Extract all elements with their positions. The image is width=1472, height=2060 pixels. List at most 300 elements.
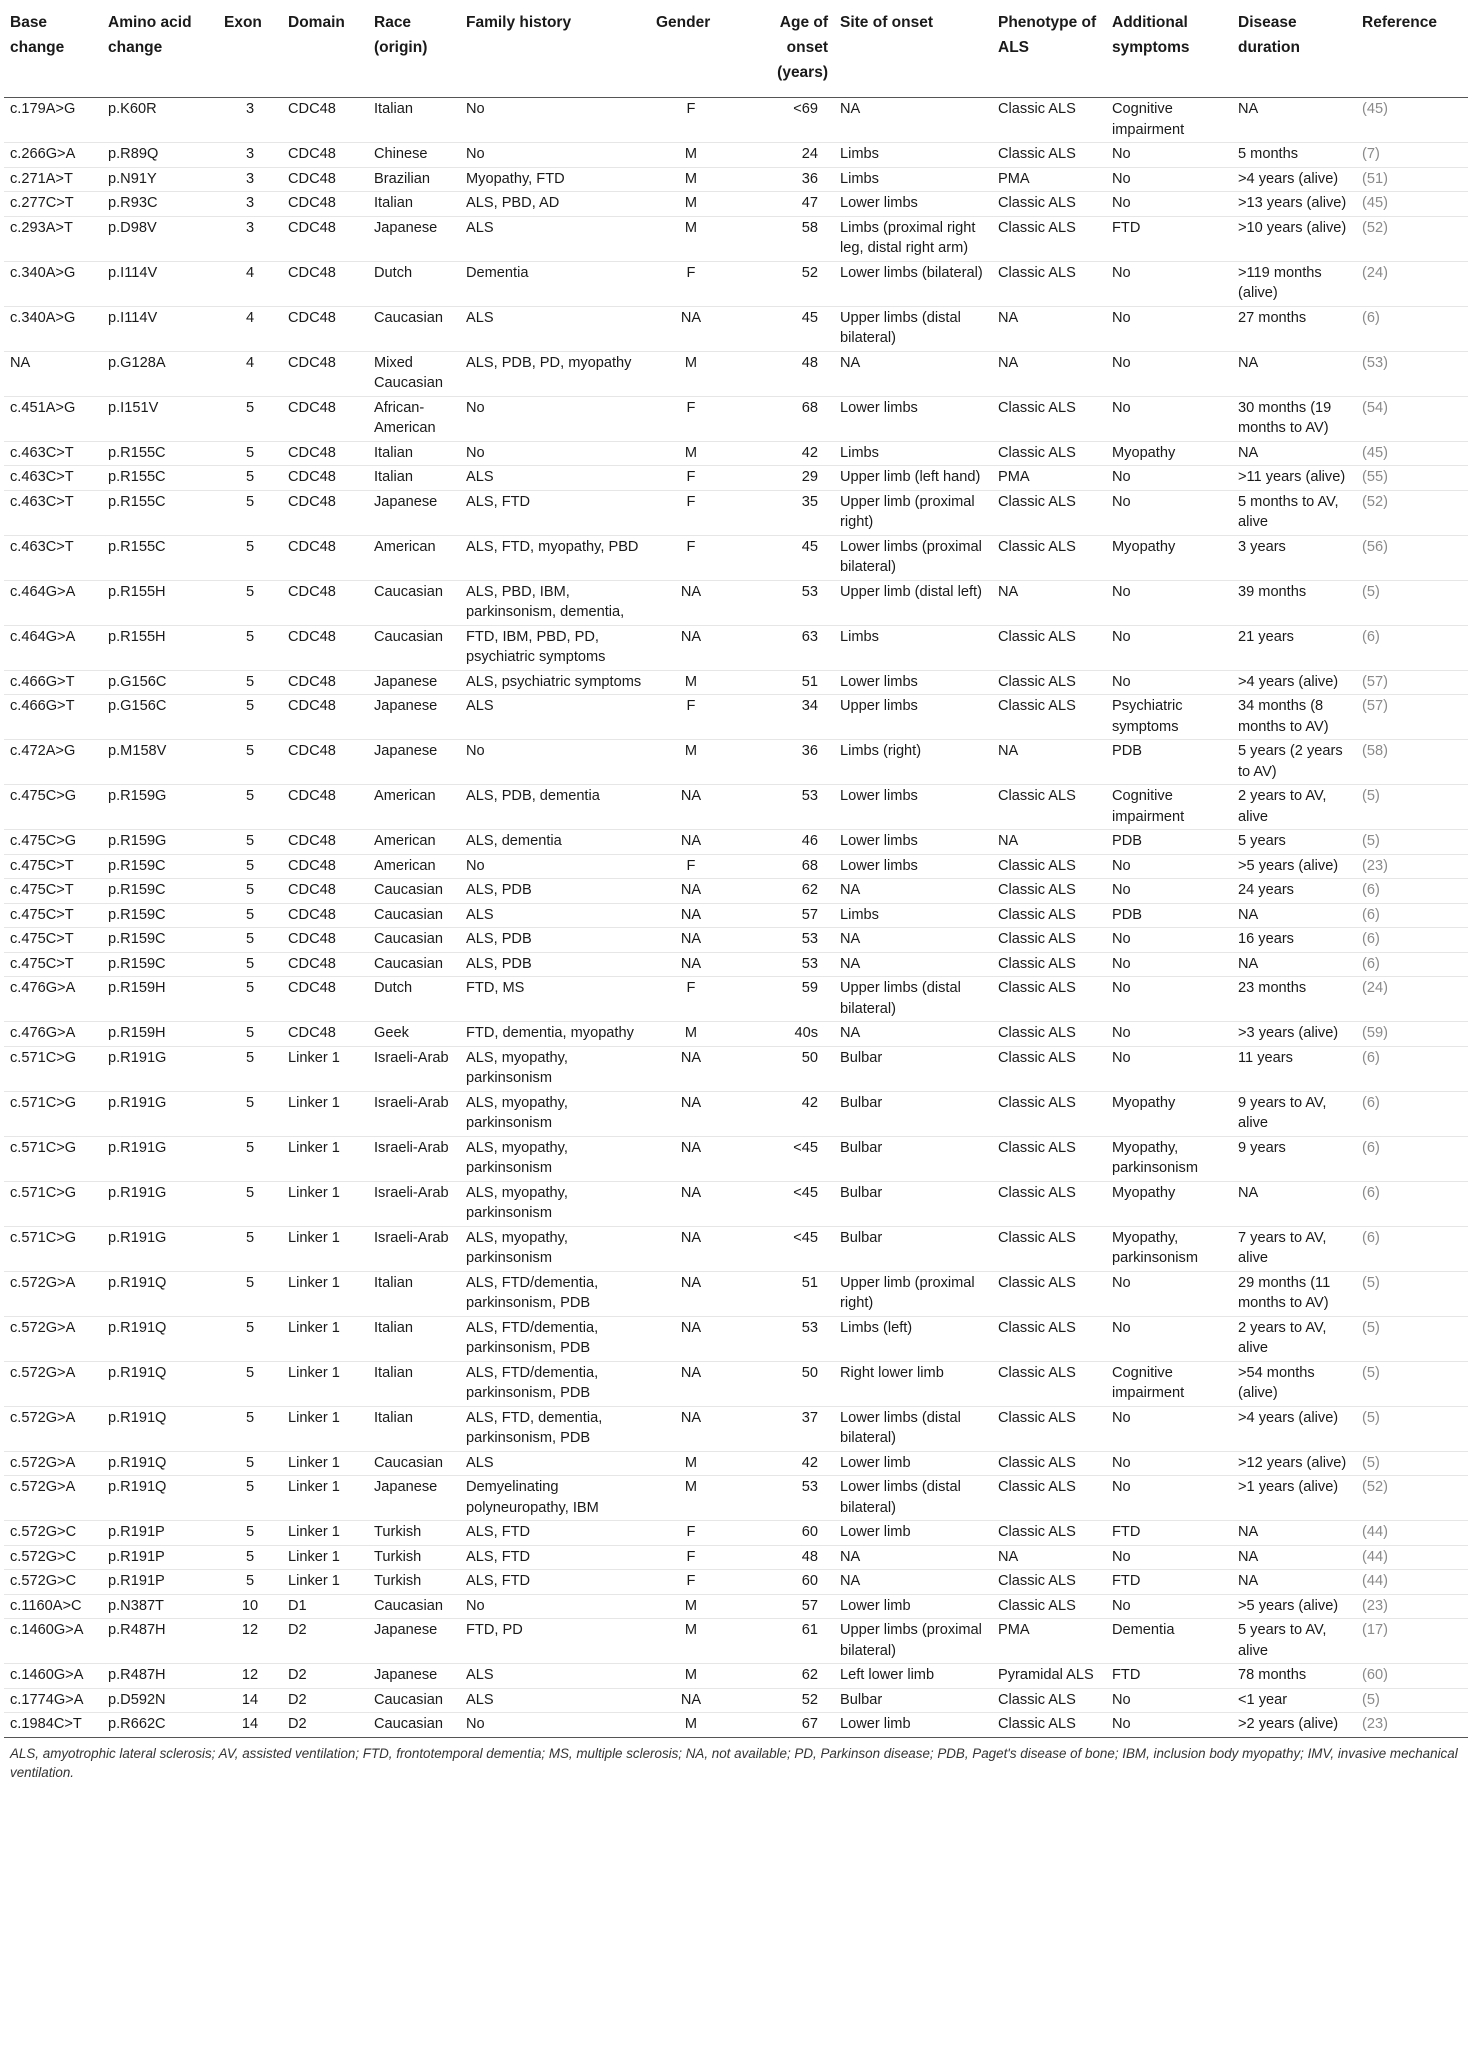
race-cell: Italian [368, 441, 460, 466]
phenotype-cell: Classic ALS [992, 1271, 1106, 1316]
gender-cell: F [650, 695, 732, 740]
gender-cell: M [650, 167, 732, 192]
table-row [4, 1545, 1468, 1570]
age-onset-cell: 42 [732, 441, 834, 466]
gender-cell: M [650, 143, 732, 168]
family-history-cell: ALS [460, 695, 650, 740]
age-onset-cell: 36 [732, 740, 834, 785]
family-history-cell: ALS [460, 903, 650, 928]
phenotype-cell: Classic ALS [992, 1361, 1106, 1406]
family-history-cell: No [460, 396, 650, 441]
additional-symptoms-cell: Myopathy [1106, 441, 1232, 466]
race-cell: Japanese [368, 216, 460, 261]
reference-cell[interactable]: (5) [1356, 1451, 1468, 1476]
additional-symptoms-cell: No [1106, 396, 1232, 441]
additional-symptoms-cell: No [1106, 143, 1232, 168]
reference-cell[interactable]: (6) [1356, 928, 1468, 953]
phenotype-cell: Classic ALS [992, 535, 1106, 580]
exon-cell: 5 [218, 1521, 282, 1546]
additional-symptoms-cell: No [1106, 1271, 1232, 1316]
family-history-cell: No [460, 441, 650, 466]
additional-symptoms-cell: No [1106, 1022, 1232, 1047]
disease-duration-cell: >13 years (alive) [1232, 192, 1356, 217]
age-onset-cell: 53 [732, 580, 834, 625]
disease-duration-cell: 23 months [1232, 977, 1356, 1022]
site-onset-cell: Lower limbs [834, 830, 992, 855]
phenotype-cell: Classic ALS [992, 192, 1106, 217]
disease-duration-cell: 9 years to AV, alive [1232, 1091, 1356, 1136]
race-cell: Japanese [368, 670, 460, 695]
reference-cell[interactable]: (6) [1356, 306, 1468, 351]
additional-symptoms-cell: No [1106, 580, 1232, 625]
race-cell: Italian [368, 466, 460, 491]
table-row [4, 1361, 1468, 1406]
reference-cell[interactable]: (44) [1356, 1570, 1468, 1595]
gender-cell: NA [650, 1688, 732, 1713]
family-history-cell: No [460, 1594, 650, 1619]
disease-duration-cell: 78 months [1232, 1664, 1356, 1689]
exon-cell: 5 [218, 1316, 282, 1361]
domain-cell: CDC48 [282, 879, 368, 904]
base-change-cell: c.1984C>T [10, 1716, 82, 1732]
amino-acid-cell: p.R159G [102, 830, 218, 855]
table-row [4, 740, 1468, 785]
table-row [4, 396, 1468, 441]
family-history-cell: No [460, 854, 650, 879]
table-row [4, 1046, 1468, 1091]
reference-cell[interactable]: (5) [1356, 1271, 1468, 1316]
site-onset-cell: NA [834, 351, 992, 396]
site-onset-cell: Upper limbs (proximal bilateral) [834, 1619, 992, 1664]
exon-cell: 5 [218, 1091, 282, 1136]
site-onset-cell: Limbs (left) [834, 1316, 992, 1361]
domain-cell: Linker 1 [282, 1521, 368, 1546]
domain-cell: CDC48 [282, 903, 368, 928]
table-row [4, 1226, 1468, 1271]
exon-cell: 3 [218, 192, 282, 217]
reference-cell[interactable]: (6) [1356, 1136, 1468, 1181]
base-change-cell: c.572G>A [4, 1361, 102, 1406]
gender-cell: F [650, 854, 732, 879]
table-row [4, 1594, 1468, 1619]
gender-cell: M [650, 1664, 732, 1689]
race-cell: Japanese [368, 1476, 460, 1521]
base-change-cell: c.271A>T [4, 167, 102, 192]
reference-cell[interactable]: (7) [1356, 143, 1468, 168]
table-body [4, 98, 1468, 1737]
disease-duration-cell: 34 months (8 months to AV) [1232, 695, 1356, 740]
amino-acid-cell: p.N387T [102, 1594, 218, 1619]
race-cell: African-American [368, 396, 460, 441]
col-header: Base change [4, 0, 102, 98]
exon-cell: 5 [218, 1406, 282, 1451]
table-row [4, 830, 1468, 855]
family-history-cell: FTD, IBM, PBD, PD, psychiatric symptoms [460, 625, 650, 670]
base-change-cell: c.466G>T [4, 670, 102, 695]
base-change-cell: c.277C>T [4, 192, 102, 217]
site-onset-cell: Limbs [834, 167, 992, 192]
table-row [4, 351, 1468, 396]
age-onset-cell: 52 [732, 261, 834, 306]
reference-cell[interactable]: (6) [1356, 1226, 1468, 1271]
amino-acid-cell: p.R191G [102, 1091, 218, 1136]
age-onset-cell: 48 [732, 351, 834, 396]
amino-acid-cell: p.R159G [102, 785, 218, 830]
reference-cell[interactable]: (59) [1356, 1022, 1468, 1047]
age-onset-cell: 63 [732, 625, 834, 670]
reference-cell[interactable]: (45) [1356, 98, 1468, 143]
domain-cell: CDC48 [282, 466, 368, 491]
race-cell: Caucasian [368, 928, 460, 953]
family-history-cell: ALS, dementia [460, 830, 650, 855]
site-onset-cell: Lower limb [834, 1451, 992, 1476]
family-history-cell: ALS, PDB [460, 879, 650, 904]
age-onset-cell: 53 [732, 928, 834, 953]
base-change-cell: c.475C>G [4, 830, 102, 855]
domain-cell: CDC48 [282, 261, 368, 306]
reference-cell[interactable]: (5) [1356, 830, 1468, 855]
domain-cell: CDC48 [282, 625, 368, 670]
age-onset-cell: 57 [732, 903, 834, 928]
reference-cell[interactable]: (6) [1356, 903, 1468, 928]
additional-symptoms-cell: No [1106, 670, 1232, 695]
phenotype-cell: Classic ALS [992, 1476, 1106, 1521]
race-cell: Japanese [368, 695, 460, 740]
gender-cell: M [650, 1594, 732, 1619]
site-onset-cell: Lower limbs [834, 192, 992, 217]
domain-cell: D2 [282, 1688, 368, 1713]
family-history-cell: ALS, psychiatric symptoms [460, 670, 650, 695]
site-onset-cell: Limbs [834, 143, 992, 168]
exon-cell: 5 [218, 1570, 282, 1595]
domain-cell: D2 [282, 1664, 368, 1689]
gender-cell: M [650, 441, 732, 466]
disease-duration-cell: 2 years to AV, alive [1232, 785, 1356, 830]
disease-duration-cell: >54 months (alive) [1232, 1361, 1356, 1406]
disease-duration-cell: >1 years (alive) [1232, 1476, 1356, 1521]
disease-duration-cell: 3 years [1232, 535, 1356, 580]
additional-symptoms-cell: No [1106, 1451, 1232, 1476]
disease-duration-cell: 21 years [1232, 625, 1356, 670]
site-onset-cell: Right lower limb [834, 1361, 992, 1406]
additional-symptoms-cell: No [1112, 1716, 1131, 1732]
domain-cell: CDC48 [282, 830, 368, 855]
base-change-cell: c.475C>T [4, 879, 102, 904]
amino-acid-cell: p.R159C [102, 879, 218, 904]
disease-duration-cell: NA [1232, 903, 1356, 928]
race-cell: Dutch [368, 977, 460, 1022]
base-change-cell: c.572G>C [4, 1570, 102, 1595]
base-change-cell: c.463C>T [4, 466, 102, 491]
family-history-cell: ALS, FTD, myopathy, PBD [460, 535, 650, 580]
domain-cell: CDC48 [282, 977, 368, 1022]
reference-cell[interactable]: (53) [1356, 351, 1468, 396]
amino-acid-cell: p.R191P [102, 1521, 218, 1546]
exon-cell: 5 [218, 903, 282, 928]
additional-symptoms-cell: Myopathy, parkinsonism [1106, 1226, 1232, 1271]
base-change-cell: c.571C>G [4, 1226, 102, 1271]
disease-duration-cell: 30 months (19 months to AV) [1232, 396, 1356, 441]
phenotype-cell: Classic ALS [992, 670, 1106, 695]
base-change-cell: c.572G>A [4, 1476, 102, 1521]
reference-cell[interactable]: (24) [1356, 261, 1468, 306]
site-onset-cell: Lower limbs (distal bilateral) [834, 1476, 992, 1521]
amino-acid-cell: p.R155C [102, 535, 218, 580]
reference-cell[interactable]: (5) [1356, 580, 1468, 625]
additional-symptoms-cell: No [1106, 1316, 1232, 1361]
mutation-table [4, 0, 1468, 1737]
site-onset-cell: NA [834, 98, 992, 143]
gender-cell: NA [650, 830, 732, 855]
race-cell: American [368, 830, 460, 855]
table-row [4, 1476, 1468, 1521]
site-onset-cell: NA [834, 1545, 992, 1570]
reference-cell[interactable]: (51) [1356, 167, 1468, 192]
additional-symptoms-cell: FTD [1106, 1521, 1232, 1546]
gender-cell: F [650, 466, 732, 491]
disease-duration-cell: 27 months [1232, 306, 1356, 351]
age-onset-cell: 53 [732, 785, 834, 830]
family-history-cell: No [466, 1716, 485, 1732]
domain-cell: D2 [282, 1619, 368, 1664]
disease-duration-cell: >10 years (alive) [1232, 216, 1356, 261]
race-cell: American [368, 785, 460, 830]
amino-acid-cell: p.R191Q [102, 1271, 218, 1316]
amino-acid-cell: p.R159H [102, 977, 218, 1022]
disease-duration-cell: >5 years (alive) [1232, 854, 1356, 879]
reference-cell[interactable]: (23) [1356, 1594, 1468, 1619]
race-cell: Caucasian [368, 625, 460, 670]
gender-cell: NA [650, 1091, 732, 1136]
reference-cell[interactable]: (5) [1356, 1688, 1468, 1713]
reference-cell[interactable]: (6) [1356, 1181, 1468, 1226]
family-history-cell: ALS, FTD [460, 490, 650, 535]
amino-acid-cell: p.R159C [102, 903, 218, 928]
gender-cell: NA [650, 1406, 732, 1451]
base-change-cell: c.1460G>A [4, 1619, 102, 1664]
disease-duration-cell: >119 months (alive) [1232, 261, 1356, 306]
gender-cell: NA [650, 1361, 732, 1406]
col-header: Exon [218, 0, 282, 98]
age-onset-cell: 60 [732, 1521, 834, 1546]
age-onset-cell: 37 [732, 1406, 834, 1451]
race-cell: Italian [368, 1361, 460, 1406]
additional-symptoms-cell: No [1106, 977, 1232, 1022]
exon-cell: 10 [218, 1594, 282, 1619]
amino-acid-cell: p.R191P [102, 1545, 218, 1570]
additional-symptoms-cell: No [1106, 625, 1232, 670]
amino-acid-cell: p.R191P [102, 1570, 218, 1595]
amino-acid-cell: p.R191Q [102, 1361, 218, 1406]
reference-cell[interactable]: (24) [1356, 977, 1468, 1022]
exon-cell: 14 [218, 1688, 282, 1713]
col-header: Gender [650, 0, 732, 98]
exon-cell: 4 [218, 261, 282, 306]
phenotype-cell: Classic ALS [992, 1046, 1106, 1091]
disease-duration-cell: NA [1232, 1181, 1356, 1226]
family-history-cell: ALS [460, 306, 650, 351]
site-onset-cell: Lower limbs [834, 854, 992, 879]
domain-cell: CDC48 [282, 98, 368, 143]
gender-cell: NA [650, 1226, 732, 1271]
race-cell: Caucasian [368, 879, 460, 904]
domain-cell: Linker 1 [282, 1361, 368, 1406]
col-header: Reference [1356, 0, 1468, 98]
table-row [4, 695, 1468, 740]
disease-duration-cell: 5 years [1232, 830, 1356, 855]
age-onset-cell: 42 [732, 1091, 834, 1136]
reference-cell[interactable]: (6) [1356, 1046, 1468, 1091]
col-header: Domain [282, 0, 368, 98]
reference-cell[interactable]: (6) [1356, 1091, 1468, 1136]
reference-cell[interactable]: (52) [1356, 1476, 1468, 1521]
gender-cell: M [650, 670, 732, 695]
age-onset-cell: 24 [732, 143, 834, 168]
reference-cell[interactable]: (6) [1356, 952, 1468, 977]
amino-acid-cell: p.G156C [102, 695, 218, 740]
additional-symptoms-cell: No [1106, 952, 1232, 977]
base-change-cell: c.463C>T [4, 490, 102, 535]
reference-cell[interactable]: (60) [1356, 1664, 1468, 1689]
additional-symptoms-cell: Cognitive impairment [1106, 98, 1232, 143]
family-history-cell: FTD, PD [460, 1619, 650, 1664]
family-history-cell: ALS, PDB, dementia [460, 785, 650, 830]
family-history-cell: ALS, PDB, PD, myopathy [460, 351, 650, 396]
reference-cell[interactable]: (44) [1356, 1545, 1468, 1570]
base-change-cell: c.572G>C [4, 1521, 102, 1546]
site-onset-cell: Upper limb (distal left) [834, 580, 992, 625]
age-onset-cell: 68 [732, 396, 834, 441]
family-history-cell: ALS, myopathy, parkinsonism [460, 1046, 650, 1091]
amino-acid-cell: p.R155H [102, 625, 218, 670]
disease-duration-cell: NA [1232, 1570, 1356, 1595]
race-cell: Caucasian [368, 580, 460, 625]
gender-cell: F [650, 396, 732, 441]
table-footnote: ALS, amyotrophic lateral sclerosis; AV, assisted ventilation; FTD, frontotemporal dementia; MS, multiple sclerosis; NA, not available; PD, Parkinson disease; PDB, Paget's disease of bone; IBM, inclusion body myopathy; IMV, invasive mechanical ventilation. [4, 1737, 1468, 1782]
exon-cell: 5 [218, 1271, 282, 1316]
base-change-cell: c.1774G>A [4, 1688, 102, 1713]
reference-cell[interactable]: (5) [1356, 1361, 1468, 1406]
phenotype-cell: Classic ALS [992, 1570, 1106, 1595]
site-onset-cell: Bulbar [834, 1091, 992, 1136]
base-change-cell: c.463C>T [4, 441, 102, 466]
domain-cell: CDC48 [282, 854, 368, 879]
reference-cell[interactable]: (5) [1356, 785, 1468, 830]
disease-duration-cell: 5 years (2 years to AV) [1232, 740, 1356, 785]
disease-duration-cell: 29 months (11 months to AV) [1232, 1271, 1356, 1316]
site-onset-cell: Bulbar [834, 1688, 992, 1713]
family-history-cell: Dementia [460, 261, 650, 306]
reference-cell[interactable]: (23) [1356, 854, 1468, 879]
reference-cell[interactable]: (56) [1356, 535, 1468, 580]
family-history-cell: ALS, FTD/dementia, parkinsonism, PDB [460, 1361, 650, 1406]
family-history-cell: ALS, myopathy, parkinsonism [460, 1091, 650, 1136]
base-change-cell: c.475C>T [4, 903, 102, 928]
exon-cell: 3 [218, 167, 282, 192]
reference-cell[interactable]: (5) [1356, 1406, 1468, 1451]
phenotype-cell: Classic ALS [992, 879, 1106, 904]
reference-cell[interactable]: (52) [1356, 216, 1468, 261]
phenotype-cell: Classic ALS [992, 625, 1106, 670]
race-cell: Chinese [368, 143, 460, 168]
domain-cell: Linker 1 [282, 1570, 368, 1595]
disease-duration-cell: NA [1232, 351, 1356, 396]
exon-cell: 5 [218, 879, 282, 904]
domain-cell: CDC48 [282, 396, 368, 441]
gender-cell: NA [650, 625, 732, 670]
age-onset-cell: <69 [732, 98, 834, 143]
race-cell: American [368, 854, 460, 879]
race-cell: Caucasian [368, 1688, 460, 1713]
race-cell: Italian [368, 98, 460, 143]
reference-cell[interactable]: (57) [1356, 695, 1468, 740]
reference-cell[interactable]: (57) [1356, 670, 1468, 695]
reference-cell[interactable]: (58) [1356, 740, 1468, 785]
exon-cell: 5 [218, 1226, 282, 1271]
site-onset-cell: NA [834, 1022, 992, 1047]
base-change-cell: c.572G>A [4, 1451, 102, 1476]
reference-cell[interactable]: (45) [1356, 192, 1468, 217]
gender-cell: NA [650, 952, 732, 977]
additional-symptoms-cell: No [1106, 879, 1232, 904]
exon-cell: 5 [218, 396, 282, 441]
reference-cell[interactable]: (5) [1356, 1316, 1468, 1361]
exon-cell: 5 [218, 670, 282, 695]
col-header: Site of onset [834, 0, 992, 98]
age-onset-cell: 29 [732, 466, 834, 491]
base-change-cell: c.475C>G [4, 785, 102, 830]
reference-cell[interactable]: (6) [1356, 879, 1468, 904]
gender-cell: M [650, 1451, 732, 1476]
site-onset-cell: Left lower limb [834, 1664, 992, 1689]
additional-symptoms-cell: Cognitive impairment [1106, 785, 1232, 830]
phenotype-cell: PMA [992, 466, 1106, 491]
additional-symptoms-cell: Myopathy [1106, 1091, 1232, 1136]
additional-symptoms-cell: No [1106, 1046, 1232, 1091]
reference-cell[interactable]: (23) [1362, 1716, 1388, 1732]
table-row [4, 1664, 1468, 1689]
amino-acid-cell: p.R89Q [102, 143, 218, 168]
reference-cell[interactable]: (6) [1356, 625, 1468, 670]
age-onset-cell: 68 [732, 854, 834, 879]
age-onset-cell: 51 [732, 1271, 834, 1316]
site-onset-cell: NA [834, 952, 992, 977]
table-row [4, 952, 1468, 977]
additional-symptoms-cell: Myopathy, parkinsonism [1106, 1136, 1232, 1181]
disease-duration-cell: >4 years (alive) [1232, 1406, 1356, 1451]
reference-cell[interactable]: (44) [1356, 1521, 1468, 1546]
base-change-cell: c.571C>G [4, 1091, 102, 1136]
amino-acid-cell: p.D592N [102, 1688, 218, 1713]
domain-cell: Linker 1 [282, 1091, 368, 1136]
col-header: Family history [460, 0, 650, 98]
race-cell: Israeli-Arab [368, 1046, 460, 1091]
race-cell: Japanese [368, 490, 460, 535]
exon-cell: 5 [218, 854, 282, 879]
family-history-cell: Myopathy, FTD [460, 167, 650, 192]
family-history-cell: ALS [460, 1664, 650, 1689]
site-onset-cell: Upper limbs [834, 695, 992, 740]
reference-cell[interactable]: (52) [1356, 490, 1468, 535]
reference-cell[interactable]: (45) [1356, 441, 1468, 466]
phenotype-cell: Classic ALS [992, 143, 1106, 168]
reference-cell[interactable]: (17) [1356, 1619, 1468, 1664]
disease-duration-cell: >3 years (alive) [1232, 1022, 1356, 1047]
reference-cell[interactable]: (55) [1356, 466, 1468, 491]
age-onset-cell: 50 [732, 1046, 834, 1091]
reference-cell[interactable]: (54) [1356, 396, 1468, 441]
phenotype-cell: Classic ALS [992, 1136, 1106, 1181]
